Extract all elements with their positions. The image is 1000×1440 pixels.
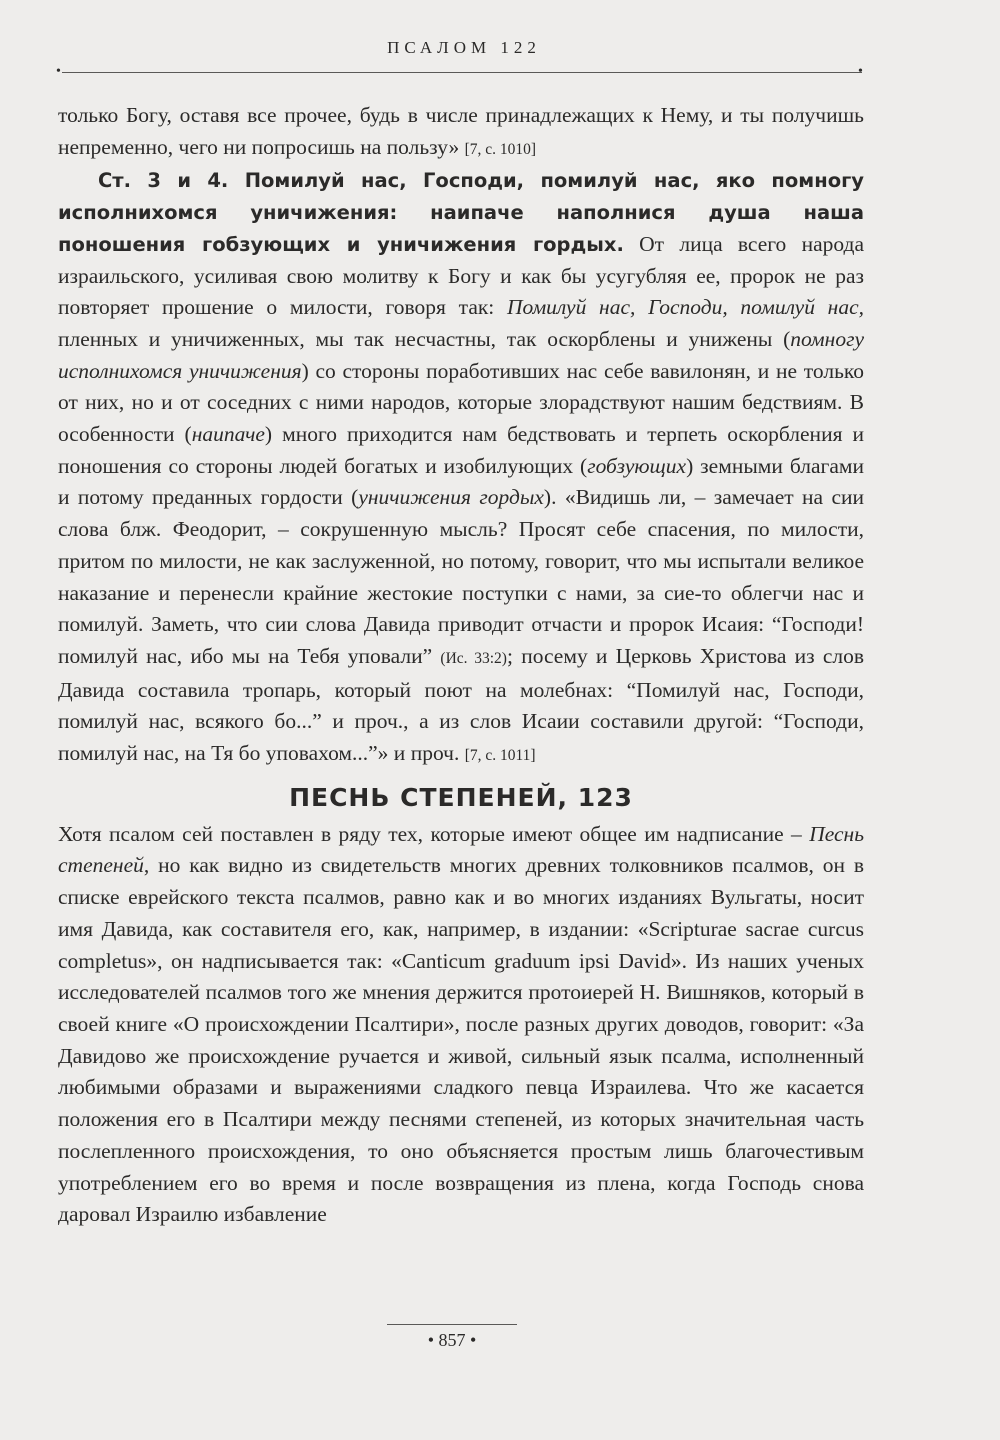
header-left-dot: • <box>56 64 61 79</box>
header-rule <box>62 72 862 73</box>
body-text <box>58 100 864 1231</box>
footer-rule <box>387 1324 517 1325</box>
paragraph-verse-3-4: Ст. 3 и 4. Помилуй нас, Господи, помилуй нас, яко помногу исполнихомся уничижения: наипаче наполнися душа наша поношения гобзующих и уничижения гордых. От лица всего народа израильского, усиливая свою молитву к Богу и как бы усугубляя ее, пророк не раз повторяет прошение о милости, говоря так: Помилуй нас, Господи, помилуй нас, пленных и уничиженных, мы так несчастны, так оскорблены и унижены (помногу исполнихомся уничижения) со стороны поработивших нас себе вавилонян, и не только от них, но и от соседних с ними народов, которые злорадствуют нашим бедствиям. В особенности (наипаче) много приходится нам бедствовать и терпеть оскорбления и поношения со стороны людей богатых и изобилующих (гобзующих) земными благами и потому преданных гордости (уничижения гордых). «Видишь ли, – замечает на сии слова блж. Феодорит, – сокрушенную мысль? Просят себе спасения, по милости, притом по милости, не как заслуженной, но потому, говорит, что мы испытали великое наказание и перенесли крайние жестокие поступки с нами, за сие-то облегчи нас и помилуй. Заметь, что сии слова Давида приводит отчасти и пророк Исаия: “Господи! помилуй нас, ибо мы на Тебя уповали” (Ис. 33:2); посему и Церковь Христова из слов Давида составила тропарь, который поют на молебнах: “Помилуй нас, Господи, помилуй нас, всякого бо...” и проч., а из слов Исаии составили другой: “Господи, помилуй нас, на Тя бо уповахом...”» и проч. [7, с. 1011] <box>58 169 865 766</box>
reference: [7, с. 1010] <box>464 140 537 158</box>
paragraph-psalm-123: Хотя псалом сей поставлен в ряду тех, которые имеют общее им надписание – Песнь степеней, но как видно из свидетельств многих древних толковников псалмов, он в списке еврейского текста псалмов, равно как и во многих изданиях Вульгаты, носит имя Давида, как составителя его, как, например, в издании: «Scripturae sacrae curcus completus», он надписывается так: «Canticum graduum ipsi David». Из наших ученых исследователей псалмов того же мнения держится протоиерей Н. Вишняков, который в своей книге «О происхождении Псалтири», после разных других доводов, говорит: «За Давидово же происхождение ручается и живой, сильный язык псалма, исполненный любимыми образами и выражениями сладкого певца Израилева. Что же касается положения его в Псалтири между песнями степеней, из которых значительная часть послепленного происхождения, то оно объясняется простым лишь благочестивым употреблением его во время и после возвращения из плена, когда Господь снова даровал Израилю избавление <box>58 821 864 1227</box>
section-title: ПЕСНЬ СТЕПЕНЕЙ, 123 <box>289 782 633 812</box>
reference: (Ис. 33:2) <box>440 649 507 667</box>
page-number: • 857 • <box>427 1330 477 1350</box>
header-right-dot: • <box>858 64 863 79</box>
paragraph-continued: только Богу, оставя все прочее, будь в числе принадлежащих к Нему, и ты получишь непременно, чего ни попросишь на пользу» [7, с. 1010] <box>58 103 864 159</box>
running-head: ПСАЛОМ 122 <box>387 38 541 57</box>
reference: [7, с. 1011] <box>464 747 536 765</box>
verse-text: Ст. 3 и 4. Помилуй нас, Господи, помилуй нас, яко помногу исполнихомся уничижения: наипаче наполнися душа наша поношения гобзующих и уничижения гордых. <box>58 169 864 256</box>
